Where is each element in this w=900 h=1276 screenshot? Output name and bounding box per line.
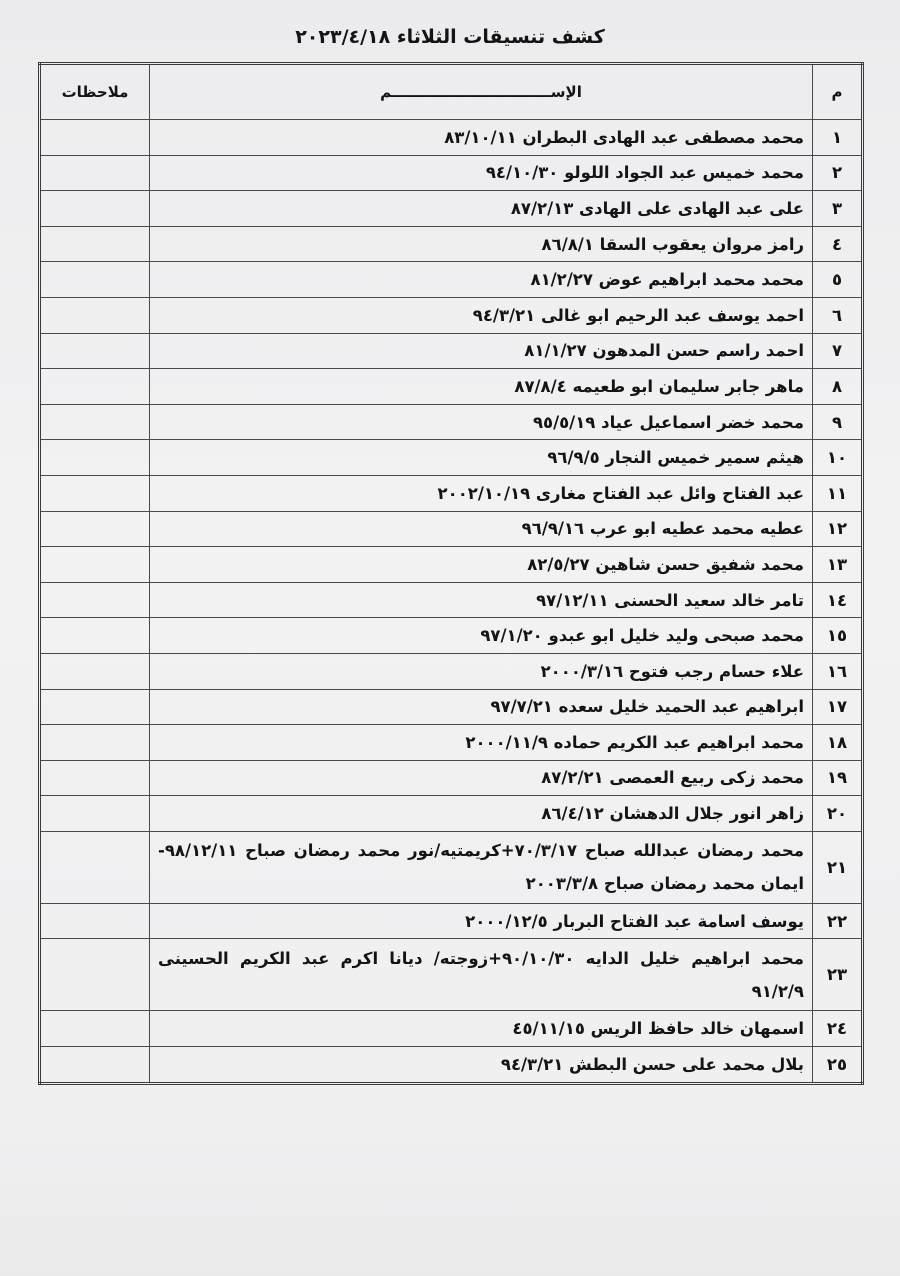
row-notes [40,297,150,333]
row-notes [40,760,150,796]
row-notes [40,120,150,156]
row-name: يوسف اسامة عبد الفتاح البربار ٢٠٠٠/١٢/٥ [150,903,813,939]
row-name: عطيه محمد عطيه ابو عرب ٩٦/٩/١٦ [150,511,813,547]
table-row [40,582,863,618]
row-number: ٢٥ [813,1047,863,1084]
table-row [40,796,863,832]
row-name: محمد مصطفى عبد الهادى البطران ٨٣/١٠/١١ [150,120,813,156]
row-name: محمد رمضان عبدالله صباح ٧٠/٣/١٧+كريمتيه/نور محمد رمضان صباح ٩٨/١٢/١١- ايمان محمد رمضان صباح ٢٠٠٣/٣/٨ [150,831,813,903]
row-number: ٢٢ [813,903,863,939]
row-name: محمد زكى ربيع العمصى ٨٧/٢/٢١ [150,760,813,796]
table-row [40,369,863,405]
table-row [40,653,863,689]
table-row [40,226,863,262]
row-notes [40,653,150,689]
roster-table [38,62,864,1085]
row-notes [40,547,150,583]
table-row [40,760,863,796]
table-row [40,511,863,547]
row-number: ٨ [813,369,863,405]
row-number: ٢٠ [813,796,863,832]
row-name: عبد الفتاح وائل عبد الفتاح مغارى ٢٠٠٢/١٠/١٩ [150,475,813,511]
table-row [40,1011,863,1047]
row-notes [40,725,150,761]
row-notes [40,369,150,405]
row-number: ١٦ [813,653,863,689]
row-number: ١ [813,120,863,156]
row-name: رامز مروان يعقوب السقا ٨٦/٨/١ [150,226,813,262]
row-name: زاهر انور جلال الدهشان ٨٦/٤/١٢ [150,796,813,832]
row-name: علاء حسام رجب فتوح ٢٠٠٠/٣/١٦ [150,653,813,689]
header-number: م [813,64,863,120]
header-notes: ملاحظات [40,64,150,120]
table-row [40,155,863,191]
row-notes [40,689,150,725]
row-notes [40,226,150,262]
row-name: محمد صبحى وليد خليل ابو عبدو ٩٧/١/٢٠ [150,618,813,654]
row-number: ٢٤ [813,1011,863,1047]
row-name: هيثم سمير خميس النجار ٩٦/٩/٥ [150,440,813,476]
row-notes [40,404,150,440]
table-row [40,333,863,369]
row-name: محمد خميس عبد الجواد اللولو ٩٤/١٠/٣٠ [150,155,813,191]
row-name: محمد خضر اسماعيل عياد ٩٥/٥/١٩ [150,404,813,440]
row-name: بلال محمد على حسن البطش ٩٤/٣/٢١ [150,1047,813,1084]
table-row [40,903,863,939]
row-notes [40,582,150,618]
row-name: محمد ابراهيم خليل الدايه ٩٠/١٠/٣٠+زوجته/ ديانا اكرم عبد الكريم الحسينى ٩١/٢/٩ [150,939,813,1011]
page-bottom-margin [0,1120,900,1276]
row-number: ٥ [813,262,863,298]
table-row [40,689,863,725]
row-notes [40,262,150,298]
row-notes [40,1011,150,1047]
header-name: الإســـــــــــــــــــــــــــــــم [150,64,813,120]
row-notes [40,1047,150,1084]
row-name: محمد شفيق حسن شاهين ٨٢/٥/٢٧ [150,547,813,583]
row-name: اسمهان خالد حافظ الريس ٤٥/١١/١٥ [150,1011,813,1047]
row-name: ماهر جابر سليمان ابو طعيمه ٨٧/٨/٤ [150,369,813,405]
row-name: ابراهيم عبد الحميد خليل سعده ٩٧/٧/٢١ [150,689,813,725]
table-row [40,939,863,1011]
row-name: احمد راسم حسن المدهون ٨١/١/٢٧ [150,333,813,369]
row-number: ١٢ [813,511,863,547]
row-number: ١٣ [813,547,863,583]
row-number: ٧ [813,333,863,369]
row-number: ٢٣ [813,939,863,1011]
page-title: كشف تنسيقات الثلاثاء ٢٠٢٣/٤/١٨ [295,26,605,48]
table-row [40,191,863,227]
row-notes [40,191,150,227]
row-number: ٢ [813,155,863,191]
row-notes [40,440,150,476]
row-notes [40,939,150,1011]
row-notes [40,796,150,832]
row-number: ٦ [813,297,863,333]
row-number: ١٠ [813,440,863,476]
row-notes [40,903,150,939]
row-notes [40,155,150,191]
row-number: ١٧ [813,689,863,725]
row-name: محمد محمد ابراهيم عوض ٨١/٢/٢٧ [150,262,813,298]
row-name: محمد ابراهيم عبد الكريم حماده ٢٠٠٠/١١/٩ [150,725,813,761]
table-row [40,440,863,476]
table-row [40,120,863,156]
table-row [40,297,863,333]
row-name: على عبد الهادى على الهادى ٨٧/٢/١٣ [150,191,813,227]
table-header-row [40,64,863,120]
row-notes [40,475,150,511]
row-name: احمد يوسف عبد الرحيم ابو غالى ٩٤/٣/٢١ [150,297,813,333]
row-number: ١٩ [813,760,863,796]
table-row [40,475,863,511]
row-notes [40,618,150,654]
row-number: ١٨ [813,725,863,761]
table-row [40,618,863,654]
row-number: ٩ [813,404,863,440]
table-row [40,262,863,298]
table-row [40,404,863,440]
table-row [40,725,863,761]
row-number: ١٥ [813,618,863,654]
table-row [40,547,863,583]
row-number: ١١ [813,475,863,511]
table-row [40,831,863,903]
row-notes [40,511,150,547]
row-notes [40,831,150,903]
row-name: تامر خالد سعيد الحسنى ٩٧/١٢/١١ [150,582,813,618]
roster-body [40,120,863,1084]
row-notes [40,333,150,369]
table-row [40,1047,863,1084]
row-number: ٤ [813,226,863,262]
row-number: ١٤ [813,582,863,618]
row-number: ٣ [813,191,863,227]
row-number: ٢١ [813,831,863,903]
